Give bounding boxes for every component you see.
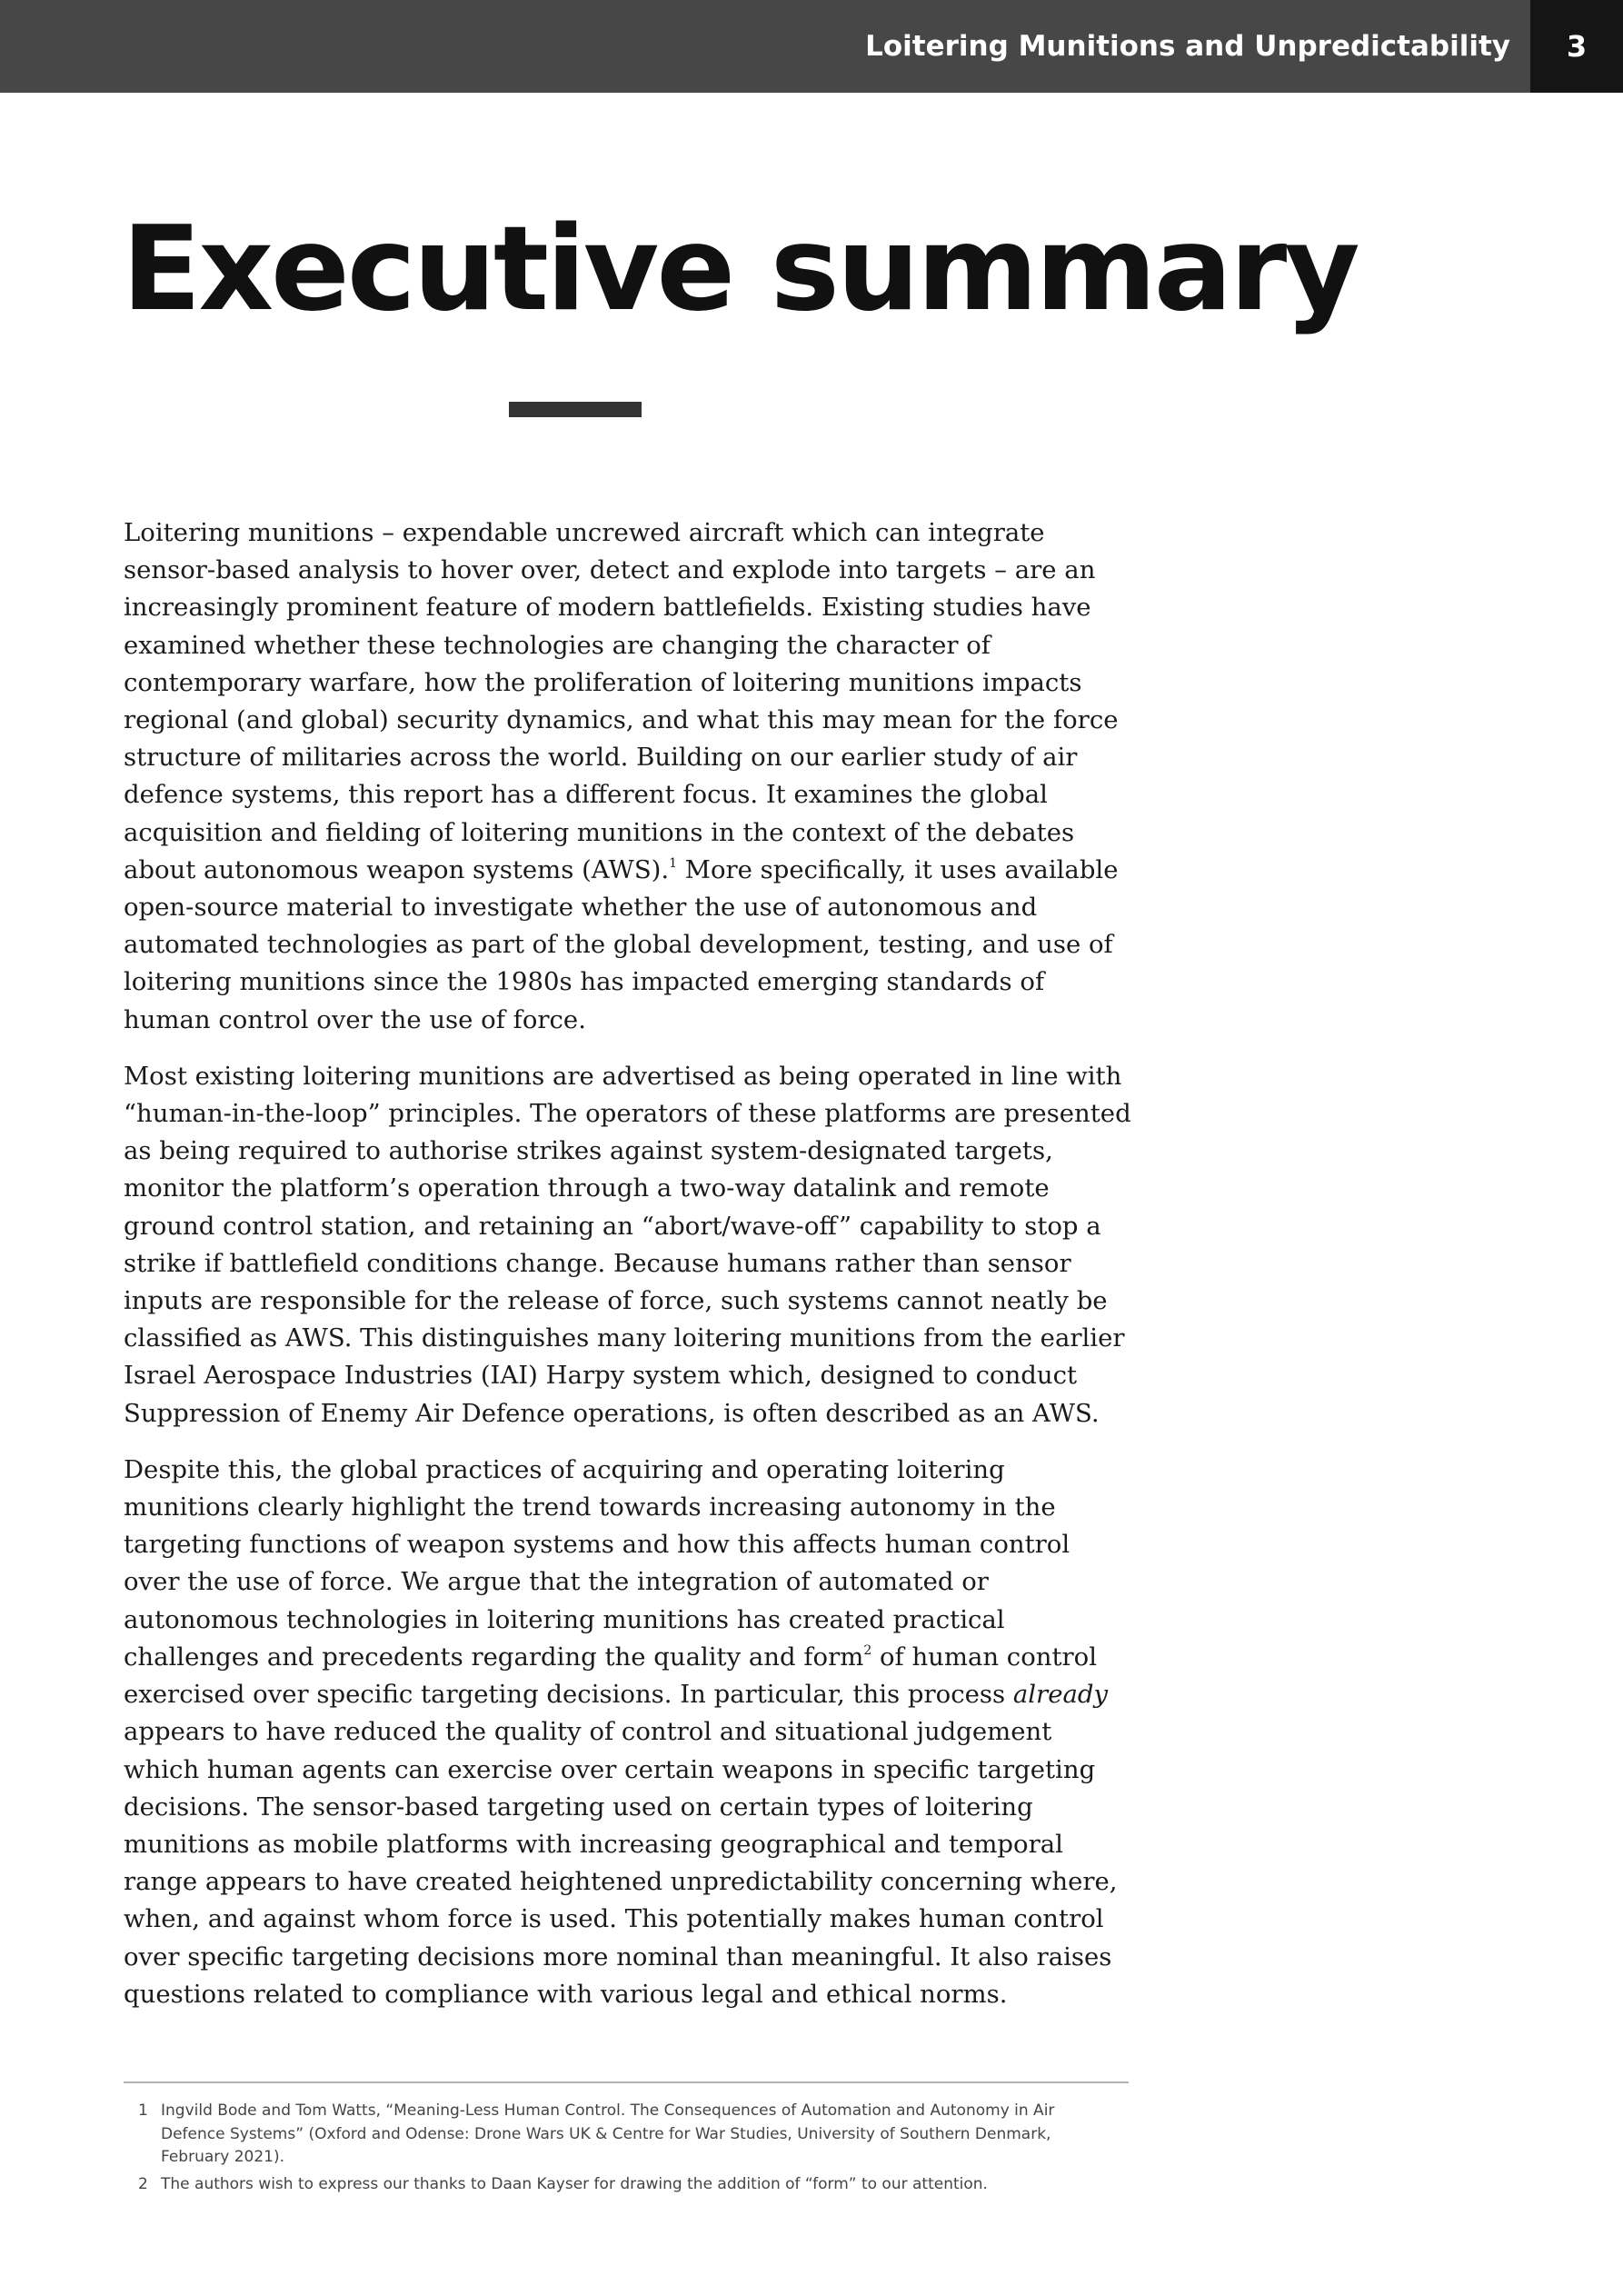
page-title: Executive summary [122, 202, 1358, 337]
footnote-text: Ingvild Bode and Tom Watts, “Meaning-Less Human Control. The Consequences of Automation and Autonomy in Air Defence Systems” (Oxford and Odense: Drone Wars UK & Centre for War Studies, University of Southern Denmark, February 2021). [161, 2101, 1055, 2166]
body-text [124, 514, 1132, 2032]
footnote-2 [124, 2173, 1132, 2197]
paragraph-3-text-middle: of human control exercised over specific targeting decisions. In particular, this process [124, 1642, 1098, 1710]
footnote-number: 1 [138, 2101, 148, 2120]
paragraph-3-text: Despite this, the global practices of acquiring and operating loitering munitions clearly highlight the trend towards increasing autonomy in the targeting functions of weapon systems and how this affects human control over the use of force. We argue that the integration of automated or autonomous technologies in loitering munitions has created practical challenges and precedents regarding the quality and form [124, 1454, 1070, 1672]
paragraph-3-text-end: appears to have reduced the quality of control and situational judgement which human agents can exercise over certain weapons in specific targeting decisions. The sensor-based targeting used on certain types of loitering munitions as mobile platforms with increasing geographical and temporal range appears to have created heightened unpredictability concerning where, when, and against whom force is used. This potentially makes human control over specific targeting decisions more nominal than meaningful. It also raises questions related to compliance with various legal and ethical norms. [124, 1717, 1118, 2009]
footnote-ref-1[interactable]: 1 [669, 855, 678, 871]
running-header-title: Loitering Munitions and Unpredictability [865, 30, 1510, 63]
paragraph-1-text-continued: More specifically, it uses available open-source material to investigate whether the use of autonomous and automated technologies as part of the global development, testing, and use of loitering munitions since the 1980s has impacted emerging standards of human control over the use of force. [124, 854, 1119, 1034]
footnote-ref-2[interactable]: 2 [863, 1642, 872, 1658]
emphasis-already: already [1012, 1680, 1109, 1710]
footnotes [124, 2100, 1132, 2200]
paragraph-2: Most existing loitering munitions are advertised as being operated in line with “human-in-the-loop” principles. The operators of these platforms are presented as being required to authorise strikes against system-designated targets, monitor the platform’s operation through a two-way datalink and remote ground control station, and retaining an “abort/wave-off” capability to stop a strike if battlefield conditions change. Because humans rather than sensor inputs are responsible for the release of force, such systems cannot neatly be classified as AWS. This distinguishes many loitering munitions from the earlier Israel Aerospace Industries (IAI) Harpy system which, designed to conduct Suppression of Enemy Air Defence operations, is often described as an AWS. [124, 1061, 1131, 1428]
footnote-number: 2 [138, 2174, 148, 2193]
footnote-divider [124, 2081, 1129, 2083]
heading-divider [509, 402, 642, 417]
footnote-text: The authors wish to express our thanks to Daan Kayser for drawing the addition of “form” to our attention. [161, 2174, 988, 2193]
header-bar [0, 0, 1623, 93]
paragraph-1-text: Loitering munitions – expendable uncrewed aircraft which can integrate sensor-based analysis to hover over, detect and explode into targets – are an increasingly prominent feature of modern battlefields. Existing studies have examined whether these technologies are changing the character of contemporary warfare, how the proliferation of loitering munitions impacts regional (and global) security dynamics, and what this may mean for the force structure of militaries across the world. Building on our earlier study of air defence systems, this report has a different focus. It examines the global acquisition and fielding of loitering munitions in the context of the debates about autonomous weapon systems (AWS). [124, 518, 1119, 884]
paragraph-1 [124, 514, 1132, 1039]
paragraph-3 [124, 1452, 1132, 2013]
page-number: 3 [1530, 0, 1623, 93]
footnote-1 [124, 2100, 1132, 2170]
